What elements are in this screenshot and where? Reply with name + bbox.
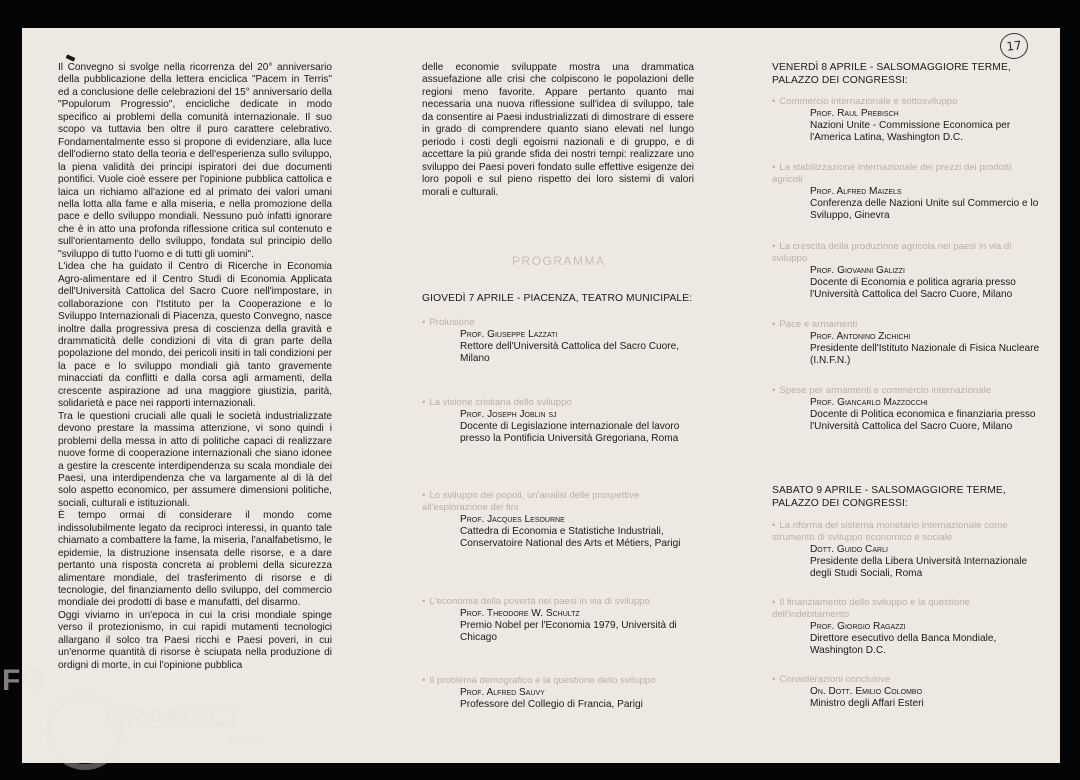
speaker-affiliation: Rettore dell'Università Cattolica del Sacro Cuore, Milano xyxy=(460,341,680,365)
day-heading-text: SABATO 9 APRILE - SALSOMAGGIORE TERME, PALAZZO DEI CONGRESSI: xyxy=(772,485,1006,509)
speaker xyxy=(810,397,1044,434)
speaker xyxy=(810,108,1044,145)
paragraph: L'idea che ha guidato il Centro di Ricerche in Economia Agro-alimentare ed il Centro Studi di Economia Applicata dell'Università Cattolica del Sacro Cuore nell'impostare, in collaborazione con l'Istituto per la Cooperazione e lo Sviluppo Internazionali di Piacenza, questo Convegno, nasce inoltre dalla progressiva presa di coscienza della gravità e drammaticità delle condizioni di vita di gran parte della popolazione del mondo, dei pericoli insiti in tali condizioni per la pace e lo sviluppo mondiali già tanto gravemente minacciati da conflitti e dalla corsa agli armamenti, della crescente aspirazione ad una maggiore giustizia, parità, solidarietà e pace nei rapporti internazionali. xyxy=(58,261,332,410)
speaker-name: Dott. Guido Carli xyxy=(810,543,888,555)
paragraph: È tempo ormai di considerare il mondo come indissolubilmente legato da reciproci interessi, in quanto tale chiamato a combattere la fame, la miseria, l'analfabetismo, le epidemie, la distruzione insensata delle risorse, e a dare pertanto una risposta concreta ai problemi della sicurezza alimentare mondiale, del trasferimento di risorse e di tecnologie, del finanziamento dello sviluppo, del commercio mondiale dei prodotti di base e manufatti, del disarmo. xyxy=(58,510,332,609)
program-topic: • La crescita della produzione agricola nei paesi in via di sviluppo xyxy=(772,241,1012,264)
program-topic: • Commercio internazionale e sottosviluppo xyxy=(772,96,958,107)
speaker-name: Prof. Giancarlo Mazzocchi xyxy=(810,396,928,408)
page-number-stamp: 17 xyxy=(999,32,1030,61)
speaker-name: Prof. Alfred Maizels xyxy=(810,185,902,197)
paragraph: Tra le questioni cruciali alle quali le società industrializzate devono prestare la massima attenzione, vi sono quindi i problemi della messa in atto di politiche capaci di realizzare nuove forme di cooperazione internazionali che siano idonee a gestire la crescente interdipendenza su scala mondiale dei Paesi, una interdipendenza che va largamente al di là del solo aspetto economico, per assumere dimensioni politiche, sociali, culturali e istituzionali. xyxy=(58,410,332,509)
speaker-name: Prof. Theodore W. Schultz xyxy=(460,607,580,619)
program-item xyxy=(772,241,1044,301)
speaker-affiliation: Docente di Politica economica e finanziaria presso l'Università Cattolica del Sacro Cuore, Milano xyxy=(810,409,1036,433)
speaker xyxy=(460,687,694,712)
day-heading xyxy=(422,293,694,306)
speaker xyxy=(810,265,1044,302)
program-item xyxy=(772,520,1044,580)
intro-column xyxy=(58,62,332,672)
program-item xyxy=(422,596,694,645)
ink-mark xyxy=(66,54,76,61)
speaker-affiliation: Direttore esecutivo della Banca Mondiale, Washington D.C. xyxy=(810,632,997,657)
speaker xyxy=(810,686,1044,711)
speaker-name: Prof. Jacques Lesourne xyxy=(460,513,565,525)
speaker-affiliation: Docente di Economia e politica agraria presso l'Università Cattolica del Sacro Cuore, Milano xyxy=(810,276,1016,301)
program-topic: • Il finanziamento dello sviluppo e la questione dell'indebitamento xyxy=(772,597,970,620)
watermark-text: FO xyxy=(2,664,46,697)
program-topic: • Prolusione xyxy=(422,317,475,328)
speaker-name: Prof. Joseph Joblin sj xyxy=(460,408,557,420)
speaker-affiliation: Ministro degli Affari Esteri xyxy=(810,698,924,710)
program-topic: • Pace e armamenti xyxy=(772,319,858,330)
programma-heading: PROGRAMMA xyxy=(512,254,606,268)
day-heading xyxy=(772,485,1044,510)
program-item xyxy=(422,490,694,550)
program-item xyxy=(772,597,1044,657)
watermark-text: GRAMSCI xyxy=(104,702,239,732)
program-topic: • Considerazioni conclusive xyxy=(772,674,891,685)
middle-column xyxy=(422,62,694,199)
speaker-affiliation: Presidente della Libera Università Internazionale degli Studi Sociali, Roma xyxy=(810,555,1028,580)
speaker xyxy=(460,608,694,645)
speaker-affiliation: Nazioni Unite - Commissione Economica per l'America Latina, Washington D.C. xyxy=(810,120,1011,144)
program-topic: • La visione cristiana dello sviluppo xyxy=(422,397,572,408)
speaker xyxy=(810,621,1044,658)
speaker xyxy=(810,186,1044,223)
program-item xyxy=(422,317,694,366)
program-topic: • Lo sviluppo dei popoli, un'analisi delle prospettive all'esplorazione dei fini xyxy=(422,490,640,513)
day-heading-text: GIOVEDÌ 7 APRILE - PIACENZA, TEATRO MUNICIPALE: xyxy=(422,293,693,304)
program-topic: • Spese per armamenti e commercio internazionale xyxy=(772,385,992,396)
speaker-name: Prof. Raul Prebisch xyxy=(810,107,899,119)
document-page xyxy=(22,28,1060,763)
program-topic: • La stabilizzazione internazionale dei prezzi dei prodotti agricoli xyxy=(772,162,1012,185)
program-item xyxy=(772,385,1044,434)
program-topic: • La riforma del sistema monetario internazionale come strumento di sviluppo economico e sociale xyxy=(772,520,1008,543)
speaker-name: Prof. Giovanni Galizzi xyxy=(810,264,905,276)
speaker xyxy=(810,544,1044,581)
speaker-affiliation: Premio Nobel per l'Economia 1979, Università di Chicago xyxy=(460,620,677,644)
watermark-text: onlus xyxy=(228,732,266,748)
program-item xyxy=(772,96,1044,145)
day-heading-text: VENERDÌ 8 APRILE - SALSOMAGGIORE TERME, PALAZZO DEI CONGRESSI: xyxy=(772,62,1011,86)
program-item xyxy=(772,319,1044,368)
speaker-name: On. Dott. Emilio Colombo xyxy=(810,685,923,697)
speaker xyxy=(460,514,694,551)
paragraph: Il Convegno si svolge nella ricorrenza del 20° anniversario della pubblicazione della lettera enciclica "Pacem in Terris" ed a conclusione delle celebrazioni del 15° anniversario della "Populorum Progressio", encicliche dedicate in modo specifico ai problemi della comunità internazionale. Il suo scopo va tuttavia ben oltre il puro carattere celebrativo. Fondamentalmente esso si propone di evidenziare, alla luce dell'odierno stato della teoria e dell'esperienza sullo sviluppo, la piena validità dei principi ispiratori dei due documenti pontifici. Vuole cioè essere per l'opinione pubblica cattolica e laica un richiamo all'azione ed al primato dei valori umani nella lotta alla fame e alla miseria, e nella promozione della pace e dello sviluppo mondiali. Nessuno può infatti ignorare che è in atto una profonda riflessione critica sul contenuto e sull'orientamento dello sviluppo, fondata sul principio dello "sviluppo di tutto l'uomo e di tutti gli uomini". xyxy=(58,62,332,260)
program-topic: • Il problema demografico e la questione dello sviluppo xyxy=(422,675,656,686)
program-item xyxy=(772,162,1044,222)
paragraph: delle economie sviluppate mostra una drammatica assuefazione alle crisi che colpiscono le popolazioni delle regioni meno favorite. Appare pertanto quanto mai necessaria una nuova riflessione sull'idea di sviluppo, tale da consentire ai Paesi industrializzati di dimostrare di essere in grado di comprendere quanto siano elevati nel lungo periodo i costi degli egoismi nazionali e di gruppo, e di accettare la più grande sfida dei nostri tempi: realizzare uno sviluppo dei Paesi poveri fondato sulle effettive esigenze dei loro popoli e sul pieno rispetto dei loro sistemi di valori morali e culturali. xyxy=(422,62,694,198)
program-item xyxy=(422,397,694,446)
speaker-name: Prof. Giuseppe Lazzati xyxy=(460,328,558,340)
speaker-name: Prof. Alfred Sauvy xyxy=(460,686,545,698)
speaker-affiliation: Presidente dell'Istituto Nazionale di Fisica Nucleare (I.N.F.N.) xyxy=(810,343,1040,367)
speaker xyxy=(460,409,694,446)
speaker-name: Prof. Giorgio Ragazzi xyxy=(810,620,906,632)
speaker-affiliation: Conferenza delle Nazioni Unite sul Commercio e lo Sviluppo, Ginevra xyxy=(810,197,1039,222)
program-item xyxy=(772,674,1044,710)
speaker-affiliation: Cattedra di Economia e Statistiche Industriali, Conservatoire National des Arts et Métiers, Parigi xyxy=(460,525,681,550)
program-item xyxy=(422,675,694,711)
day-heading xyxy=(772,62,1044,87)
program-topic: • L'economia della povertà nei paesi in via di sviluppo xyxy=(422,596,650,607)
speaker-name: Prof. Antonino Zichichi xyxy=(810,330,911,342)
speaker xyxy=(810,331,1044,368)
speaker xyxy=(460,329,694,366)
paragraph: Oggi viviamo in un'epoca in cui la crisi mondiale spinge verso il protezionismo, in cui rapidi mutamenti tecnologici allargano il solco tra Paesi ricchi e Paesi poveri, in cui un'enorme quantità di risorse è sciupata nella produzione di ordigni di morte, in cui l'opinione pubblica xyxy=(58,609,332,671)
speaker-affiliation: Docente di Legislazione internazionale del lavoro presso la Pontificia Università Gregoriana, Roma xyxy=(460,421,680,445)
speaker-affiliation: Professore del Collegio di Francia, Parigi xyxy=(460,699,643,711)
